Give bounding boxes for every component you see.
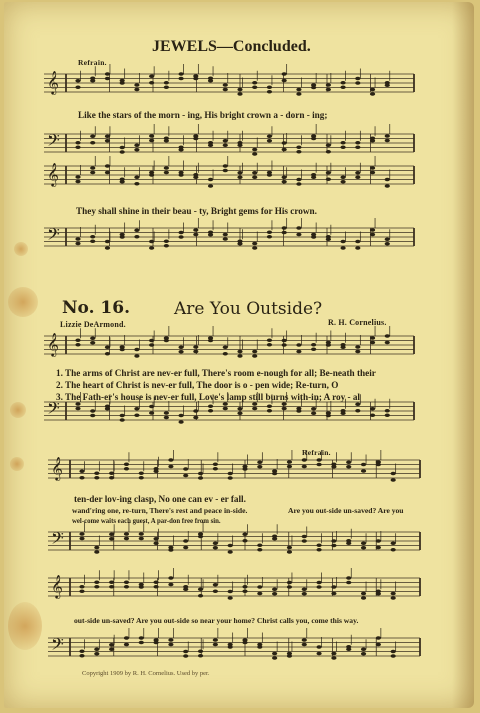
lyricist-credit: Lizzie DeArmond. [60, 320, 126, 329]
copyright-notice: Copyright 1909 by R. H. Cornelius. Used by per. [82, 670, 210, 677]
staff [48, 522, 420, 554]
verse-number: 2. [56, 380, 63, 390]
clef-icon: 𝄢 [47, 130, 60, 154]
refrain-lyric-line-2: They shall shine in their beau - ty, Bright gems for His crown. [76, 206, 317, 216]
staff [44, 218, 414, 250]
clef-icon: 𝄞 [51, 456, 63, 480]
refrain-label-2: Refrain. [302, 448, 331, 457]
song-title: Are You Outside? [174, 299, 323, 319]
verse-3 [56, 392, 360, 402]
verse-text: The heart of Christ is nev-er full, The door is o - pen wide; Re-turn, O [65, 380, 339, 390]
refrain-lyric-a: Are you out-side un-saved? Are you [288, 506, 404, 515]
staff [44, 124, 414, 156]
clef-icon: 𝄞 [47, 332, 59, 356]
refrain-label: Refrain. [78, 58, 107, 67]
verse-end-line-1: ten-der lov-ing clasp, No one can ev - er fall. [74, 494, 246, 504]
staff [48, 568, 420, 600]
verse-text: The arms of Christ are nev-er full, There's room e-nough for all; Be-neath their [65, 368, 376, 378]
verse-number: 3. [56, 392, 63, 402]
staff [44, 326, 414, 358]
staff [44, 64, 414, 96]
song-number: No. 16. [62, 298, 130, 318]
refrain-lyric-line-1: Like the stars of the morn - ing, His bright crown a - dorn - ing; [78, 110, 328, 120]
staff [48, 450, 420, 482]
clef-icon: 𝄢 [51, 528, 64, 552]
staff [48, 628, 420, 660]
staff [44, 156, 414, 188]
clef-icon: 𝄢 [47, 398, 60, 422]
clef-icon: 𝄢 [47, 224, 60, 248]
verse-number: 1. [56, 368, 63, 378]
clef-icon: 𝄞 [47, 162, 59, 186]
clef-icon: 𝄞 [47, 70, 59, 94]
composer-credit: R. H. Cornelius. [328, 318, 387, 327]
hymnal-page [4, 2, 474, 708]
verse-end-line-2: wand'ring one, re-turn, There's rest and peace in-side. [72, 506, 248, 515]
verse-end-line-3: wel-come waits each guest, A par-don free from sin. [72, 518, 221, 525]
verse-text: The Fath-er's house is nev-er full, Love's lamp still burns with-in; A roy - al [65, 392, 360, 402]
refrain-lyric-b: out-side un-saved? Are you out-side so near your home? Christ calls you, come this way. [74, 616, 359, 625]
clef-icon: 𝄞 [51, 574, 63, 598]
verse-1 [56, 368, 376, 378]
clef-icon: 𝄢 [51, 634, 64, 658]
music-staves [4, 2, 474, 708]
verse-2 [56, 380, 338, 390]
page-header-title: JEWELS—Concluded. [152, 38, 311, 55]
